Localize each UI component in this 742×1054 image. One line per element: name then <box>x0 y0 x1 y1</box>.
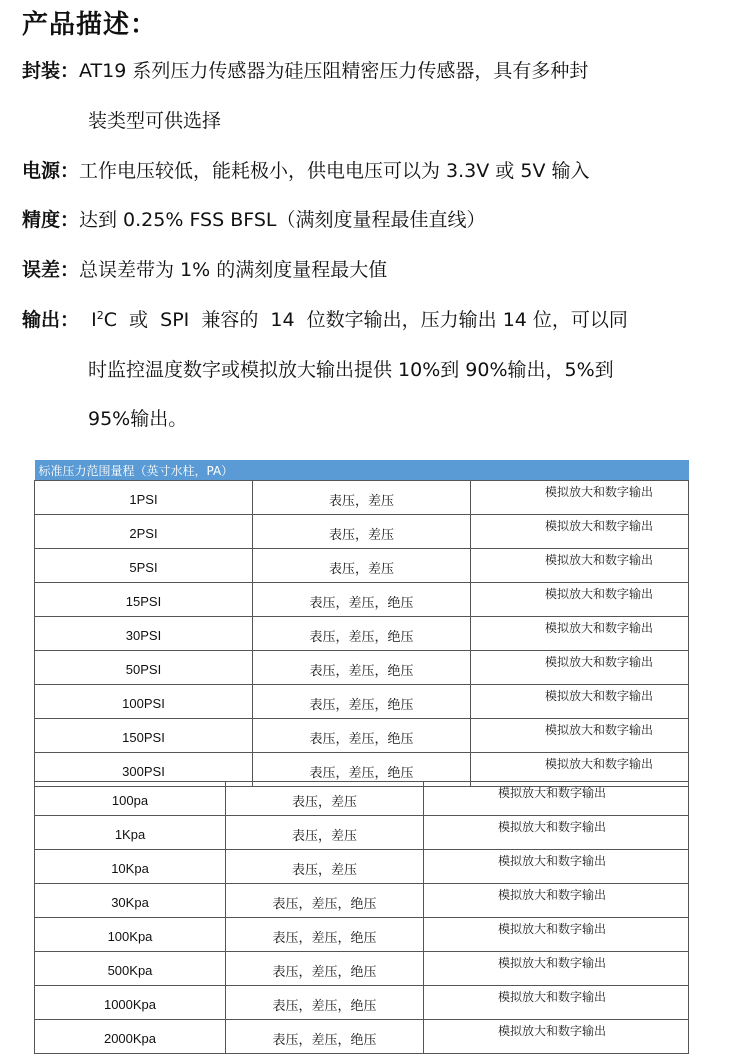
output-cell: 模拟放大和数字输出 <box>471 481 689 515</box>
table-row <box>35 782 689 816</box>
output-cell: 模拟放大和数字输出 <box>471 549 689 583</box>
output-cell: 模拟放大和数字输出 <box>471 583 689 617</box>
table-row <box>35 515 689 549</box>
paragraph-continuation: 装类型可供选择 <box>88 110 222 132</box>
range-cell: 1Kpa <box>35 816 226 850</box>
type-cell: 表压，差压，绝压 <box>253 617 471 651</box>
output-cell: 模拟放大和数字输出 <box>424 986 689 1020</box>
range-cell: 300PSI <box>35 753 253 787</box>
table-row <box>35 884 689 918</box>
table-row <box>35 685 689 719</box>
range-cell: 1000Kpa <box>35 986 226 1020</box>
table-row <box>35 952 689 986</box>
paragraph-text-pre: I <box>79 309 97 331</box>
type-cell: 表压，差压，绝压 <box>253 685 471 719</box>
output-cell: 模拟放大和数字输出 <box>424 850 689 884</box>
type-cell: 表压，差压，绝压 <box>253 753 471 787</box>
type-cell: 表压，差压 <box>253 481 471 515</box>
type-cell: 表压，差压，绝压 <box>226 1020 424 1054</box>
paragraph-accuracy <box>22 205 486 232</box>
range-cell: 1PSI <box>35 481 253 515</box>
output-cell: 模拟放大和数字输出 <box>471 651 689 685</box>
range-cell: 100Kpa <box>35 918 226 952</box>
table-row <box>35 583 689 617</box>
paragraph-package <box>22 56 588 83</box>
range-cell: 30Kpa <box>35 884 226 918</box>
table-row <box>35 850 689 884</box>
table-header-row <box>35 460 689 481</box>
table-row <box>35 549 689 583</box>
type-cell: 表压，差压，绝压 <box>253 719 471 753</box>
range-cell: 100PSI <box>35 685 253 719</box>
paragraph-continuation: 时监控温度数字或模拟放大输出提供 10%到 90%输出，5%到 <box>88 359 614 381</box>
paragraph-label: 精度： <box>22 209 80 231</box>
paragraph-label: 输出： <box>22 309 80 331</box>
output-cell: 模拟放大和数字输出 <box>471 753 689 787</box>
type-cell: 表压，差压 <box>253 515 471 549</box>
paragraph-label: 电源： <box>22 160 80 182</box>
type-cell: 表压，差压，绝压 <box>226 918 424 952</box>
type-cell: 表压，差压，绝压 <box>226 952 424 986</box>
range-cell: 2PSI <box>35 515 253 549</box>
table-row <box>35 1020 689 1054</box>
range-cell: 100pa <box>35 782 226 816</box>
table-row <box>35 651 689 685</box>
output-cell: 模拟放大和数字输出 <box>471 719 689 753</box>
table-row <box>35 617 689 651</box>
output-cell: 模拟放大和数字输出 <box>424 884 689 918</box>
paragraph-output <box>22 305 628 332</box>
output-cell: 模拟放大和数字输出 <box>424 1020 689 1054</box>
range-cell: 2000Kpa <box>35 1020 226 1054</box>
range-cell: 10Kpa <box>35 850 226 884</box>
table-row <box>35 986 689 1020</box>
paragraph-error <box>22 255 387 282</box>
paragraph-continuation: 95%输出。 <box>88 408 188 430</box>
page-title: 产品描述： <box>22 10 158 40</box>
table-row <box>35 816 689 850</box>
output-cell: 模拟放大和数字输出 <box>471 515 689 549</box>
type-cell: 表压，差压 <box>226 816 424 850</box>
output-cell: 模拟放大和数字输出 <box>471 685 689 719</box>
type-cell: 表压，差压 <box>226 850 424 884</box>
superscript: 2 <box>96 309 104 322</box>
paragraph-text: 工作电压较低，能耗极小，供电电压可以为 3.3V 或 5V 输入 <box>79 160 590 182</box>
type-cell: 表压，差压，绝压 <box>226 884 424 918</box>
pressure-range-table-pa <box>34 781 689 1054</box>
range-cell: 5PSI <box>35 549 253 583</box>
range-cell: 150PSI <box>35 719 253 753</box>
output-cell: 模拟放大和数字输出 <box>424 918 689 952</box>
output-cell: 模拟放大和数字输出 <box>424 816 689 850</box>
type-cell: 表压，差压 <box>253 549 471 583</box>
range-cell: 50PSI <box>35 651 253 685</box>
paragraph-text: 总误差带为 1% 的满刻度量程最大值 <box>79 259 388 281</box>
paragraph-label: 误差： <box>22 259 80 281</box>
paragraph-label: 封装： <box>22 60 80 82</box>
paragraph-text: 达到 0.25% FSS BFSL（满刻度量程最佳直线） <box>79 209 486 231</box>
paragraph-text: C 或 SPI 兼容的 14 位数字输出，压力输出 14 位，可以同 <box>103 309 628 331</box>
table-row <box>35 481 689 515</box>
type-cell: 表压，差压，绝压 <box>253 651 471 685</box>
pressure-range-table-psi <box>34 460 689 787</box>
output-cell: 模拟放大和数字输出 <box>471 617 689 651</box>
paragraph-text: AT19 系列压力传感器为硅压阻精密压力传感器，具有多种封 <box>79 60 589 82</box>
table-row <box>35 719 689 753</box>
range-cell: 30PSI <box>35 617 253 651</box>
output-cell: 模拟放大和数字输出 <box>424 952 689 986</box>
type-cell: 表压，差压，绝压 <box>226 986 424 1020</box>
type-cell: 表压，差压 <box>226 782 424 816</box>
paragraph-power <box>22 156 589 183</box>
range-cell: 15PSI <box>35 583 253 617</box>
range-cell: 500Kpa <box>35 952 226 986</box>
type-cell: 表压，差压，绝压 <box>253 583 471 617</box>
output-cell: 模拟放大和数字输出 <box>424 782 689 816</box>
table-header: 标准压力范围量程（英寸水柱，PA） <box>35 460 689 481</box>
table-row <box>35 918 689 952</box>
